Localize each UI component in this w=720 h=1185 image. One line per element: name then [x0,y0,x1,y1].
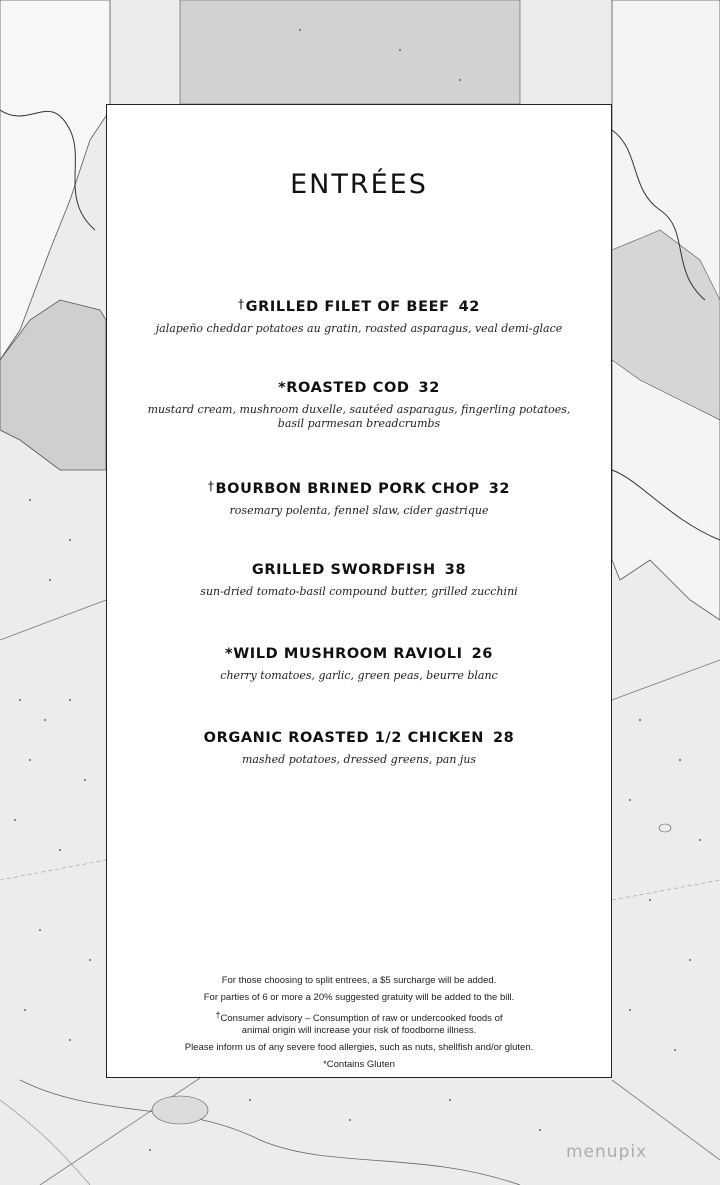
item-name-text: *WILD MUSHROOM RAVIOLI [225,646,463,662]
menu-item-name [117,561,601,579]
split-surcharge-note: For those choosing to split entrees, a $5 surcharge will be added. [221,975,497,986]
item-name-text: BOURBON BRINED PORK CHOP [215,481,480,497]
dagger-mark: † [215,1010,221,1020]
menu-item-description: jalapeño cheddar potatoes au gratin, roasted asparagus, veal demi-glace [155,322,563,335]
menu-item-name [117,477,601,498]
allergy-note: Please inform us of any severe food allergies, such as nuts, shellfish and/or gluten. [184,1042,534,1053]
menu-item-description: mustard cream, mushroom duxelle, sautéed asparagus, fingerling potatoes, [147,403,571,416]
item-price: 26 [471,646,493,662]
consumer-advisory-note [127,1009,591,1037]
item-name-text: *ROASTED COD [278,380,410,396]
menu-item [117,379,601,431]
menu-item-description: cherry tomatoes, garlic, green peas, beurre blanc [220,669,498,682]
advisory-line-1: Consumer advisory – Consumption of raw or undercooked foods of [220,1013,503,1024]
menu-item-description: sun-dried tomato-basil compound butter, grilled zucchini [200,585,518,598]
menu-title: ENTRÉES [290,169,428,200]
dagger-mark: † [207,479,215,493]
menu-item [117,729,601,767]
menu-item [117,561,601,599]
item-price: 32 [488,481,511,497]
menu-item [117,477,601,518]
menu-item-name [117,645,601,663]
item-name-text: ORGANIC ROASTED 1/2 CHICKEN [203,730,484,746]
menupix-watermark: menupix [566,1142,648,1162]
menu-card [106,104,612,1078]
item-price: 32 [418,380,440,396]
menu-notes [127,975,591,1076]
gluten-note: *Contains Gluten [323,1059,395,1070]
menu-item-description-cont: basil parmesan breadcrumbs [277,417,441,430]
item-price: 38 [444,562,467,578]
menu-item-description: mashed potatoes, dressed greens, pan jus [241,753,477,766]
menu-item [117,295,601,336]
item-name-text: GRILLED FILET OF BEEF [245,299,450,315]
advisory-line-2: animal origin will increase your risk of foodborne illness. [241,1025,477,1036]
item-price: 42 [458,299,480,315]
menu-item-description: rosemary polenta, fennel slaw, cider gastrique [229,504,489,517]
menu-item [117,645,601,683]
menu-item-name [117,729,601,747]
gratuity-note: For parties of 6 or more a 20% suggested gratuity will be added to the bill. [203,992,515,1003]
item-price: 28 [492,730,515,746]
item-name-text: GRILLED SWORDFISH [251,562,436,578]
menu-item-name [117,295,601,316]
menu-item-name [117,379,601,397]
dagger-mark: † [238,297,245,311]
